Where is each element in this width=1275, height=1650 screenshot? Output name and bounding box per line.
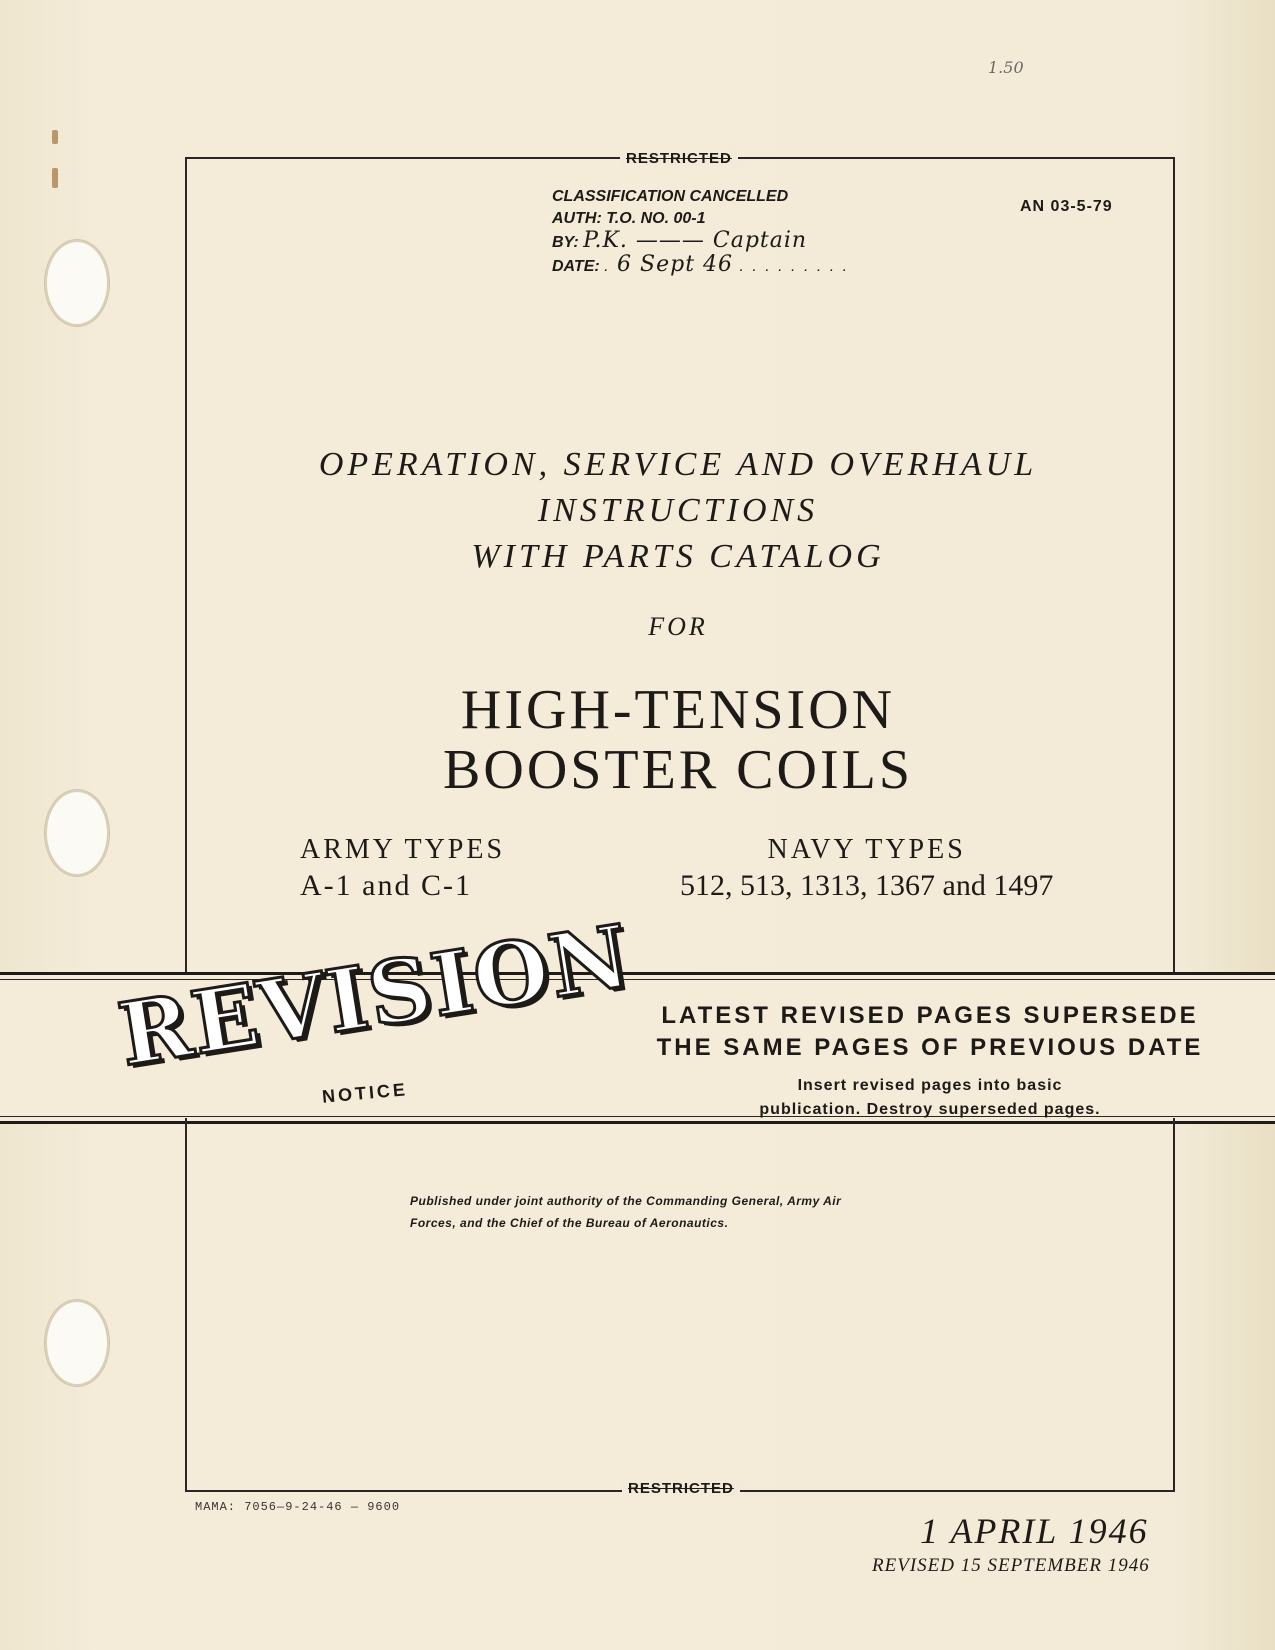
punch-hole bbox=[45, 240, 109, 326]
punch-hole bbox=[45, 1300, 109, 1386]
publication-date: 1 APRIL 1946 bbox=[920, 1511, 1149, 1551]
classification-line: CLASSIFICATION CANCELLED bbox=[552, 188, 789, 205]
date-label: DATE: bbox=[552, 258, 600, 275]
cover-frame-bottom bbox=[185, 1118, 1175, 1492]
notice-word: NOTICE bbox=[321, 1079, 409, 1107]
revision-instruction bbox=[640, 1074, 1220, 1122]
date-line: DATE: . 6 Sept 46 . . . . . . . . . bbox=[552, 252, 850, 277]
by-label: BY: bbox=[552, 234, 579, 251]
title-line-1: HIGH-TENSION bbox=[460, 679, 896, 741]
edge-stain bbox=[52, 168, 58, 188]
pencil-note: 1.50 bbox=[988, 58, 1024, 77]
document-number: AN 03-5-79 bbox=[1020, 198, 1113, 215]
for-label: FOR bbox=[648, 612, 708, 641]
revision-date: REVISED 15 SEPTEMBER 1946 bbox=[872, 1555, 1150, 1576]
edge-stain bbox=[52, 130, 58, 144]
revision-stamp-word: REVISION bbox=[112, 905, 638, 1086]
navy-types bbox=[680, 832, 1053, 904]
publication-authority-line-1: Published under joint authority of the Commanding General, Army Air bbox=[410, 1194, 842, 1208]
subtitle-line-1: OPERATION, SERVICE AND OVERHAUL bbox=[318, 446, 1038, 483]
revision-notice-text bbox=[640, 1000, 1220, 1122]
print-code: MAMA: 7056—9-24-46 — 9600 bbox=[195, 1500, 401, 1514]
by-line bbox=[552, 230, 849, 254]
page-title bbox=[185, 680, 1171, 800]
restricted-marking-top: RESTRICTED bbox=[620, 150, 738, 167]
publication-authority bbox=[410, 1190, 950, 1234]
revision-headline-1: LATEST REVISED PAGES SUPERSEDE bbox=[661, 1002, 1199, 1029]
navy-types-value: 512, 513, 1313, 1367 and 1497 bbox=[680, 869, 1054, 902]
revision-instruction-2: publication. Destroy superseded pages. bbox=[759, 1101, 1101, 1118]
classification-stamp bbox=[552, 186, 849, 278]
date-handwritten: 6 Sept 46 bbox=[617, 252, 734, 277]
army-types bbox=[300, 832, 505, 904]
army-types-label: ARMY TYPES bbox=[300, 834, 506, 865]
revision-headline-2: THE SAME PAGES OF PREVIOUS DATE bbox=[656, 1034, 1204, 1061]
restricted-marking-bottom: RESTRICTED bbox=[622, 1480, 740, 1497]
subtitle-line-2: INSTRUCTIONS bbox=[537, 492, 819, 529]
auth-line: AUTH: T.O. NO. 00-1 bbox=[552, 210, 706, 227]
punch-hole bbox=[45, 790, 109, 876]
title-line-2: BOOSTER COILS bbox=[443, 739, 913, 801]
subtitle-line-3: WITH PARTS CATALOG bbox=[471, 538, 885, 575]
navy-types-label: NAVY TYPES bbox=[767, 834, 966, 865]
by-signature: P.K. ——— Captain bbox=[583, 228, 808, 253]
document-subtitle bbox=[185, 442, 1171, 580]
revision-instruction-1: Insert revised pages into basic bbox=[797, 1077, 1063, 1094]
publication-authority-line-2: Forces, and the Chief of the Bureau of Aeronautics. bbox=[410, 1216, 729, 1230]
army-types-value: A-1 and C-1 bbox=[300, 869, 472, 902]
